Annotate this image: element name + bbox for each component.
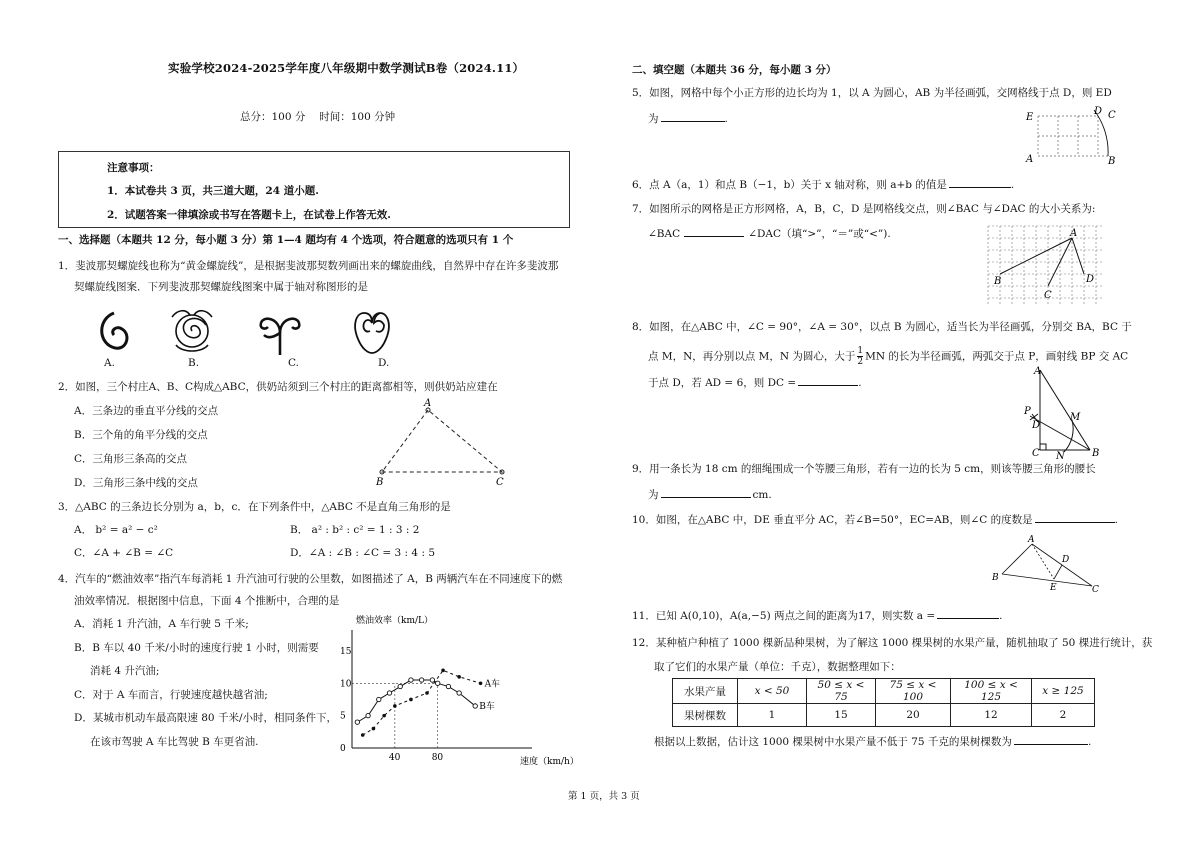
q12-answer-blank[interactable] <box>1014 733 1088 745</box>
q7-answer-blank[interactable] <box>684 225 744 237</box>
q5-answer-blank[interactable] <box>661 110 725 122</box>
chart-point <box>366 713 370 717</box>
q8-label-d: D <box>1032 420 1041 431</box>
q2-label-b: B <box>376 477 384 488</box>
q1-line1: 1．斐波那契螺旋线也称为“黄金螺旋线”，是根据斐波那契数列画出来的螺旋曲线，自然界中存在许多斐波那 <box>58 260 559 272</box>
q11-line: 11．已知 A(0,10)，A(a,−5) 两点之间的距离为17，则实数 a = . <box>632 607 1002 623</box>
q8-label-n: N <box>1056 451 1065 460</box>
q8-triangle-figure <box>1020 364 1110 460</box>
spiral-a-image <box>102 313 127 348</box>
spiral-d-image <box>355 313 389 353</box>
q2-option-c: C．三角形三条高的交点 <box>74 453 188 465</box>
q10-label-a: A <box>1028 535 1035 545</box>
chart-point <box>425 691 429 695</box>
q4-option-b: B．B 车以 40 千米/小时的速度行驶 1 小时，则需要 <box>74 642 319 654</box>
q8-fraction: $\frac{1}{2}$ <box>857 346 864 367</box>
q3-option-d: D．∠A : ∠B : ∠C = 3 : 4 : 5 <box>290 547 436 559</box>
q8-label-b: B <box>1092 448 1100 459</box>
q7-label-c: C <box>1044 290 1052 301</box>
chart-x-tick-label: 40 <box>388 753 401 763</box>
q7-label-b: B <box>994 276 1002 287</box>
chart-x-label: 速度（km/h） <box>520 757 579 767</box>
q8-label-a: A <box>1034 366 1042 377</box>
q5-line1: 5．如图，网格中每个小正方形的边长均为 1，以 A 为圆心，AB 为半径画弧，交网格线于点 D，则 ED <box>632 87 1112 99</box>
q11-answer-blank[interactable] <box>937 607 999 619</box>
fuel-efficiency-chart <box>330 612 580 772</box>
chart-x-tick-label: 80 <box>431 753 444 763</box>
chart-series-label: B车 <box>479 701 495 712</box>
q1-option-c: C. <box>288 357 299 369</box>
table-cell: 12 <box>951 704 1032 727</box>
chart-y-tick-label: 5 <box>340 711 346 722</box>
q2-label-c: C <box>496 477 504 488</box>
q10-answer-blank[interactable] <box>1035 511 1115 523</box>
chart-point <box>387 691 391 695</box>
chart-point <box>457 675 461 679</box>
chart-point <box>409 678 413 682</box>
table-row <box>673 704 1095 727</box>
chart-y-tick-label: 10 <box>340 679 352 690</box>
q4-option-b-cont: 消耗 4 升汽油; <box>90 665 160 677</box>
q6-answer-blank[interactable] <box>949 176 1011 188</box>
chart-point <box>446 684 450 688</box>
q10-label-c: C <box>1092 585 1099 594</box>
q10-line: 10．如图，在△ABC 中，DE 垂直平分 AC，若∠B=50°，EC=AB，则∠C 的度数是 . <box>632 511 1118 527</box>
q12-line2: 取了它们的水果产量（单位：千克），数据整理如下： <box>654 661 901 673</box>
chart-point <box>436 681 440 685</box>
q1-option-d: D. <box>378 357 390 369</box>
q1-line2: 契螺旋线图案．下列斐波那契螺旋线图案中属于轴对称图形的是 <box>74 281 368 293</box>
chart-point <box>398 684 402 688</box>
q8-line1: 8．如图，在△ABC 中，∠C = 90°，∠A = 30°，以点 B 为圆心，适当长为半径画弧，分别交 BA，BC 于 <box>632 321 1132 333</box>
table-cell: 50 ≤ x < 75 <box>807 679 876 704</box>
q7-line1: 7．如图所示的网格是正方形网格，A，B，C，D 是网格线交点，则∠BAC 与∠DAC 的大小关系为: <box>632 203 1096 215</box>
q8-label-c: C <box>1032 448 1040 459</box>
table-cell: 75 ≤ x < 100 <box>876 679 951 704</box>
section1-heading: 一、选择题（本题共 12 分，每小题 3 分）第 1—4 题均有 4 个选项，符合题意的选项只有 1 个 <box>58 234 514 246</box>
q3-stem: 3．△ABC 的三条边长分别为 a，b，c．在下列条件中，△ABC 不是直角三角形的是 <box>58 501 451 513</box>
exam-title: 实验学校2024-2025学年度八年级期中数学测试B卷（2024.11） <box>168 61 525 75</box>
chart-point <box>441 669 445 673</box>
chart-point <box>382 714 386 718</box>
q12-data-table <box>672 678 1095 727</box>
chart-point <box>473 704 477 708</box>
q4-option-a: A．消耗 1 升汽油，A 车行驶 5 千米; <box>74 618 249 630</box>
notice-item: 2．试题答案一律填涂或书写在答题卡上，在试卷上作答无效. <box>107 209 391 221</box>
q5-label-a: A <box>1026 154 1034 165</box>
q12-line3: 根据以上数据，估计这 1000 棵果树中水果产量不低于 75 千克的果树棵数为 . <box>654 733 1091 749</box>
q5-line2-prefix: 为 . <box>648 110 728 126</box>
q7-grid-figure <box>986 222 1106 308</box>
q5-label-e: E <box>1026 112 1034 123</box>
q2-option-a: A．三条边的垂直平分线的交点 <box>74 405 219 417</box>
table-cell: 2 <box>1032 704 1095 727</box>
q2-label-a: A <box>424 398 432 409</box>
q2-option-d: D．三角形三条中线的交点 <box>74 477 198 489</box>
q5-label-c: C <box>1108 110 1116 121</box>
q8-line2: 点 M，N，再分别以点 M，N 为圆心，大于 $\frac{1}{2}$ MN 的长为半径画弧，两弧交于点 P，画射线 BP 交 AC <box>648 346 1129 367</box>
table-cell: 100 ≤ x < 125 <box>951 679 1032 704</box>
chart-point <box>457 691 461 695</box>
q8-line3: 于点 D，若 AD = 6，则 DC = . <box>648 374 862 390</box>
table-row <box>673 679 1095 704</box>
notice-heading: 注意事项： <box>107 162 160 174</box>
q4-line1: 4．汽车的“燃油效率”指汽车每消耗 1 升汽油可行驶的公里数，如图描述了 A，B 两辆汽车在不同速度下的燃 <box>58 573 563 585</box>
q8-label-m: M <box>1070 412 1081 423</box>
q3-option-a: A． b² = a² − c² <box>74 524 158 536</box>
q4-line2: 油效率情况．根据图中信息，下面 4 个推断中，合理的是 <box>74 595 340 607</box>
q2-option-b: B．三个角的角平分线的交点 <box>74 429 208 441</box>
q1-option-b: B. <box>188 357 200 369</box>
q10-label-b: B <box>992 573 999 583</box>
chart-point <box>361 733 365 737</box>
chart-point <box>430 678 434 682</box>
q4-option-d: D．某城市机动车最高限速 80 千米/小时，相同条件下， <box>74 712 337 724</box>
chart-point <box>419 678 423 682</box>
q3-option-b: B． a² : b² : c² = 1 : 3 : 2 <box>290 524 420 536</box>
chart-series-label: A车 <box>484 679 501 690</box>
q9-line1: 9．用一条长为 18 cm 的细绳围成一个等腰三角形，若有一边的长为 5 cm，则该等腰三角形的腰长 <box>632 463 1096 475</box>
q7-line2: ∠BAC ∠DAC（填“>”，“＝”或“<”). <box>648 225 891 241</box>
q6-line: 6．点 A（a，1）和点 B（−1，b）关于 x 轴对称，则 a+b 的值是 . <box>632 176 1014 192</box>
q7-label-a: A <box>1070 228 1078 239</box>
chart-y-label: 燃油效率（km/L） <box>356 616 433 626</box>
chart-point <box>372 727 376 731</box>
score-time: 总分：100 分 时间：100 分钟 <box>240 111 396 123</box>
chart-point <box>355 720 359 724</box>
table-cell: 1 <box>738 704 807 727</box>
q4-option-c: C．对于 A 车而言，行驶速度越快越省油; <box>74 689 268 701</box>
q10-label-d: D <box>1062 555 1070 565</box>
section2-heading: 二、填空题（本题共 36 分，每小题 3 分） <box>632 64 837 76</box>
table-cell: x < 50 <box>738 679 807 704</box>
table-cell: 15 <box>807 704 876 727</box>
table-cell: x ≥ 125 <box>1032 679 1095 704</box>
chart-point <box>409 698 413 702</box>
spiral-b-image <box>172 311 212 351</box>
chart-y-tick-label: 0 <box>340 744 346 754</box>
notice-item: 1．本试卷共 3 页，共三道大题，24 道小题. <box>107 185 319 197</box>
q1-option-a: A. <box>104 357 115 369</box>
chart-y-tick-label: 15 <box>340 646 352 657</box>
table-cell: 水果产量 <box>673 679 738 704</box>
q4-option-d-cont: 在该市驾驶 A 车比驾驶 B 车更省油. <box>90 736 259 748</box>
q9-line2: 为 cm. <box>648 486 772 502</box>
chart-point <box>393 704 397 708</box>
page-footer: 第 1 页，共 3 页 <box>568 791 640 802</box>
q8-label-p: P <box>1024 406 1031 417</box>
q10-label-e: E <box>1050 583 1057 593</box>
table-cell: 果树棵数 <box>673 704 738 727</box>
table-cell: 20 <box>876 704 951 727</box>
q7-label-d: D <box>1086 274 1095 285</box>
q5-label-d: D <box>1094 106 1103 117</box>
q8-answer-blank[interactable] <box>798 374 858 386</box>
q12-line1: 12．某种植户种植了 1000 棵新品种果树，为了解这 1000 棵果树的水果产量，随机抽取了 50 棵进行统计，获 <box>632 637 1153 649</box>
notice-box <box>58 151 570 228</box>
q9-answer-blank[interactable] <box>661 486 751 498</box>
chart-point <box>479 681 483 685</box>
q3-option-c: C．∠A + ∠B = ∠C <box>74 547 174 559</box>
q2-stem: 2．如图，三个村庄A、B、C构成△ABC，供奶站须到三个村庄的距离都相等，则供奶站应建在 <box>58 381 498 393</box>
q2-triangle-figure <box>370 396 520 488</box>
q5-label-b: B <box>1108 156 1116 166</box>
q5-grid-figure <box>1022 104 1122 166</box>
chart-series-line <box>357 680 475 722</box>
q10-triangle-figure <box>988 534 1108 594</box>
chart-point <box>377 697 381 701</box>
q1-spiral-figures <box>96 305 396 357</box>
spiral-c-image <box>261 319 300 355</box>
